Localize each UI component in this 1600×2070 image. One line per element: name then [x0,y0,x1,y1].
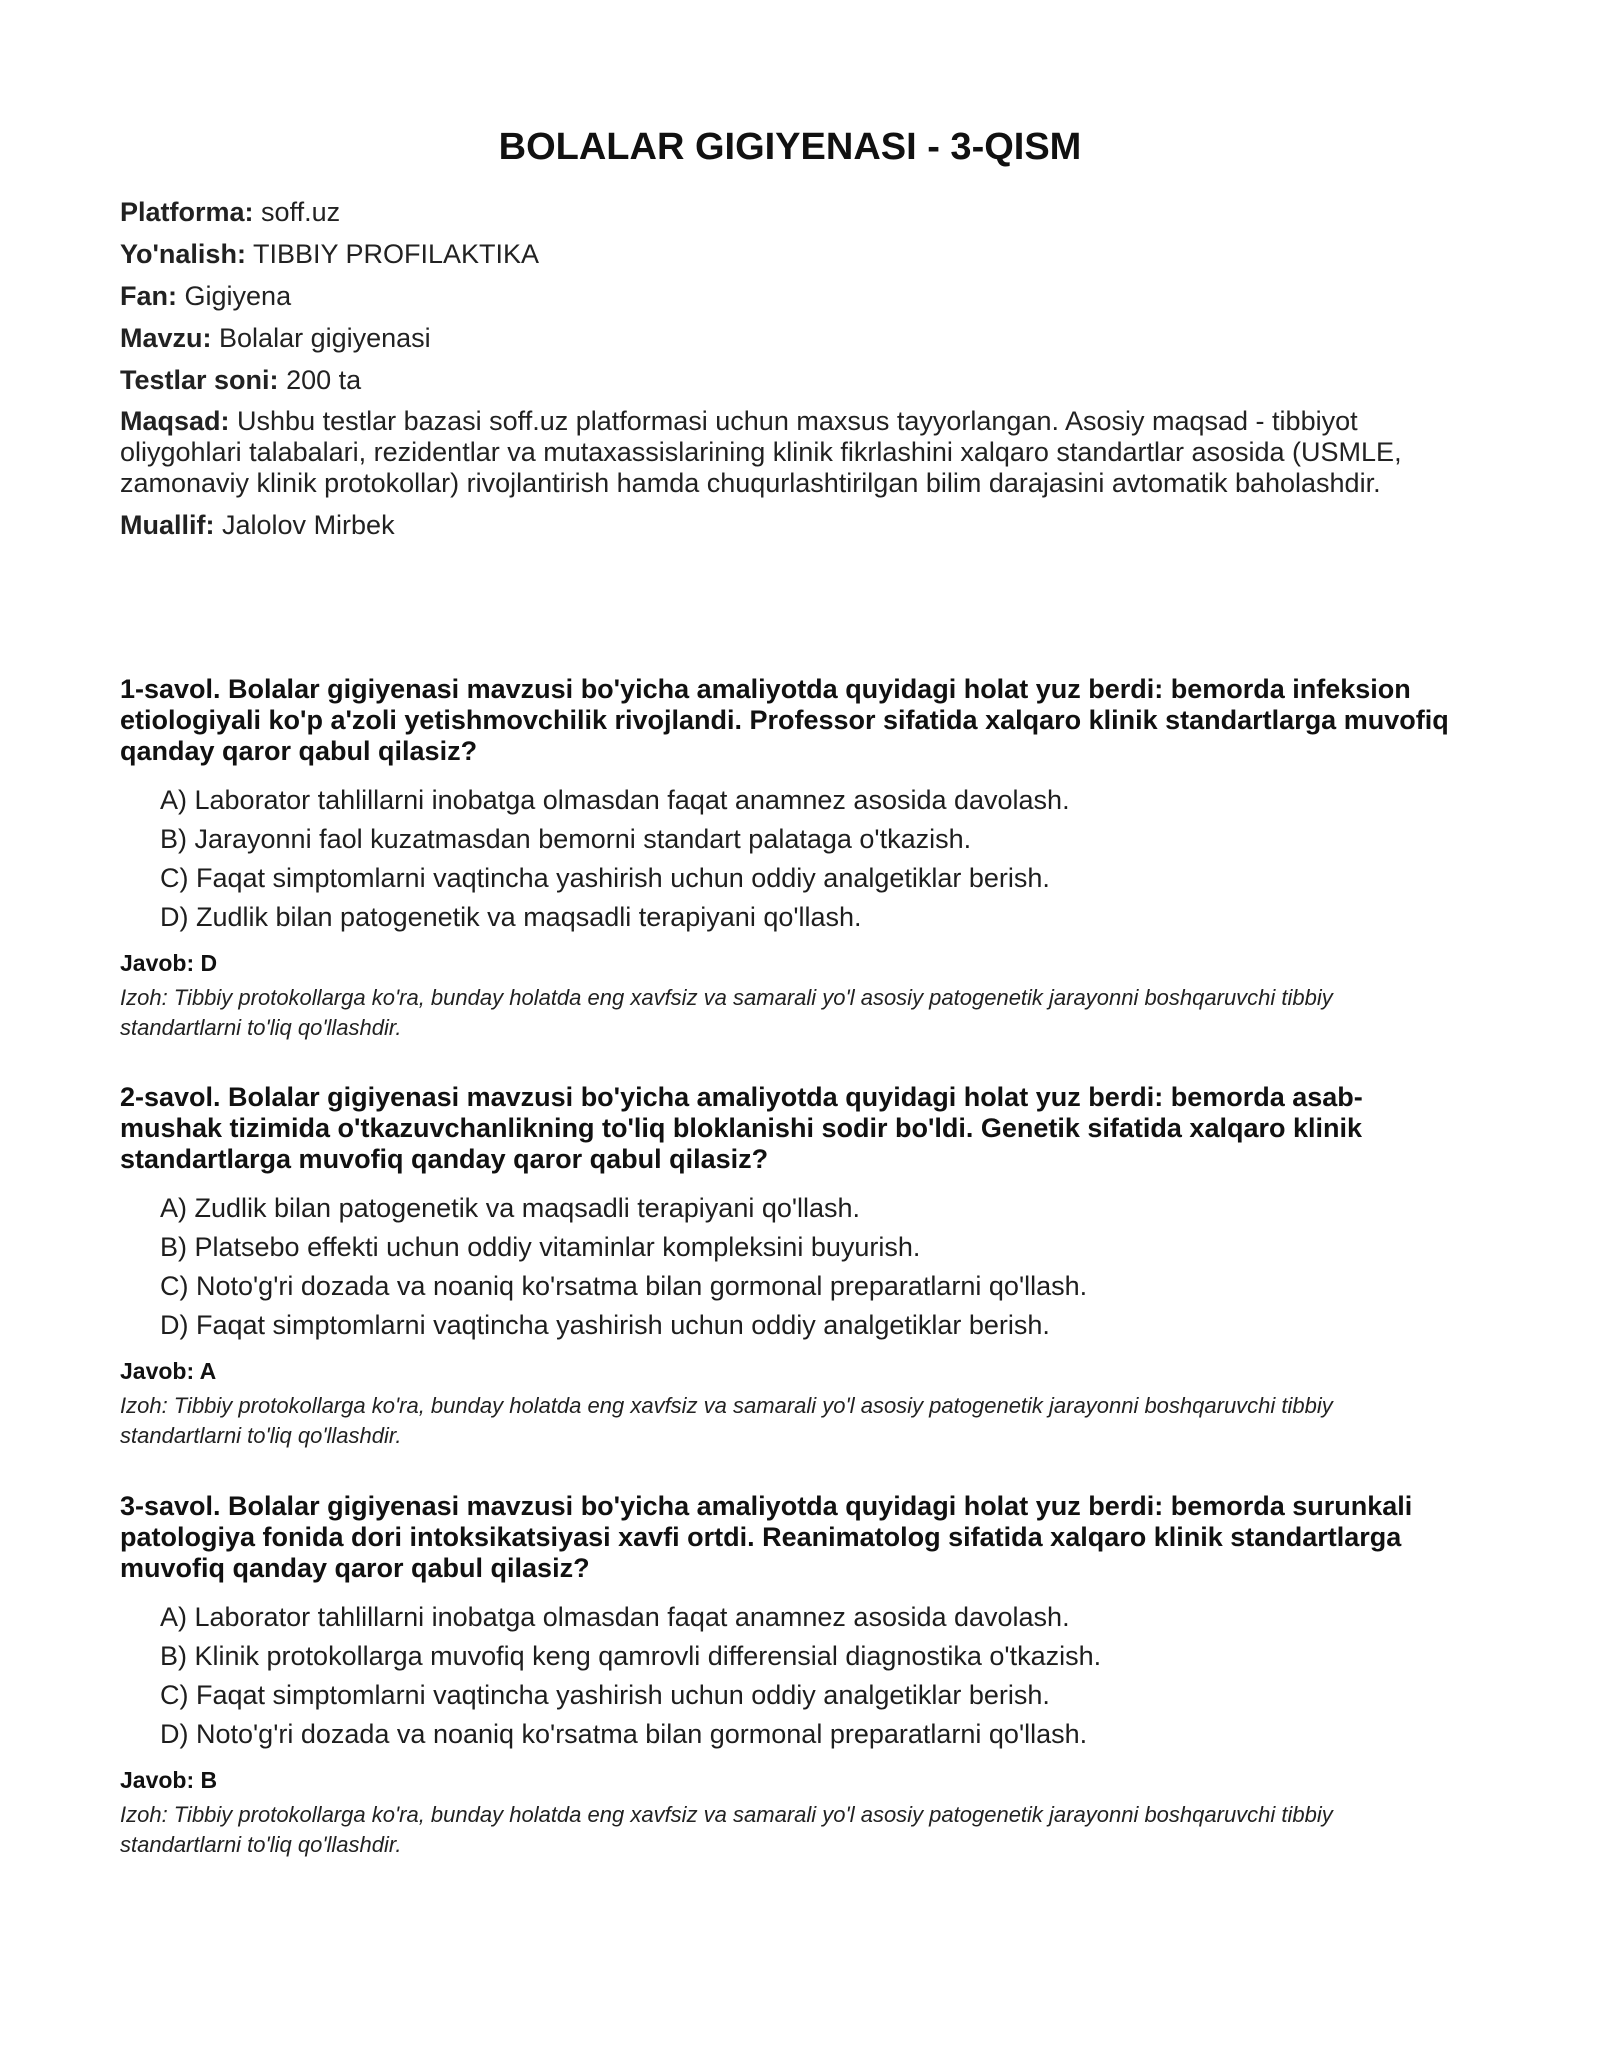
question-text: 2-savol. Bolalar gigiyenasi mavzusi bo'yicha amaliyotda quyidagi holat yuz berdi: bemorda asab-mushak tizimida o'tkazuvchanlikning to'liq bloklanishi sodir bo'ldi. Genetik sifatida xalqaro klinik standartlarga muvofiq qanday qaror qabul qilasiz? [120,1082,1363,1174]
meta-value: 200 ta [286,365,362,395]
document-page [120,0,1450,1857]
meta-value: Jalolov Mirbek [222,510,395,540]
option-a: A) Laborator tahlillarni inobatga olmasdan faqat anamnez asosida davolash. [160,785,1070,815]
meta-test-count [120,364,1450,396]
question-text: 3-savol. Bolalar gigiyenasi mavzusi bo'yicha amaliyotda quyidagi holat yuz berdi: bemorda surunkali patologiya fonida dori intoksikatsiyasi xavfi ortdi. Reanimatolog sifatida xalqaro klinik standartlarga muvofiq qanday qaror qabul qilasiz? [120,1491,1413,1583]
explanation-note: Izoh: Tibbiy protokollarga ko'ra, bunday holatda eng xavfsiz va samarali yo'l asosiy patogenetik jarayonni boshqaruvchi tibbiy standartlarni to'liq qo'llashdir. [120,1393,1333,1448]
answer-key: Javob: B [120,1767,218,1793]
meta-label: Platforma: [120,197,254,227]
meta-label: Muallif: [120,510,215,540]
meta-label: Mavzu: [120,323,212,353]
meta-author [120,509,1450,541]
meta-subject [120,280,1450,312]
document-title: BOLALAR GIGIYENASI - 3-QISM [498,126,1082,168]
option-b: B) Platsebo effekti uchun oddiy vitaminlar kompleksini buyurish. [160,1232,921,1262]
meta-label: Maqsad: [120,406,230,436]
option-d: D) Faqat simptomlarni vaqtincha yashirish uchun oddiy analgetiklar berish. [160,1310,1050,1340]
document-metadata [120,196,1450,541]
meta-label: Yo'nalish: [120,239,246,269]
question-2 [120,1082,1450,1451]
meta-topic [120,322,1450,354]
option-d: D) Zudlik bilan patogenetik va maqsadli terapiyani qo'llash. [160,902,862,932]
question-text: 1-savol. Bolalar gigiyenasi mavzusi bo'yicha amaliyotda quyidagi holat yuz berdi: bemorda infeksion etiologiyali ko'p a'zoli yetishmovchilik rivojlandi. Professor sifatida xalqaro klinik standartlarga muvofiq qanday qaror qabul qilasiz? [120,674,1449,766]
answer-options [160,1189,1450,1345]
meta-value: soff.uz [261,197,341,227]
meta-value: Ushbu testlar bazasi soff.uz platformasi uchun maxsus tayyorlangan. Asosiy maqsad - tibbiyot oliygohlari talabalari, rezidentlar va mutaxassislarining klinik fikrlashini xalqaro standartlar asosida (USMLE, zamonaviy klinik protokollar) rivojlantirish hamda chuqurlashtirilgan bilim darajasini avtomatik baholashdir. [120,406,1402,498]
explanation-note: Izoh: Tibbiy protokollarga ko'ra, bunday holatda eng xavfsiz va samarali yo'l asosiy patogenetik jarayonni boshqaruvchi tibbiy standartlarni to'liq qo'llashdir. [120,985,1333,1040]
meta-platform [120,196,1450,228]
answer-options [160,1598,1450,1754]
meta-value: Bolalar gigiyenasi [219,323,431,353]
option-b: B) Jarayonni faol kuzatmasdan bemorni standart palataga o'tkazish. [160,824,972,854]
option-a: A) Zudlik bilan patogenetik va maqsadli terapiyani qo'llash. [160,1193,861,1223]
meta-label: Testlar soni: [120,365,279,395]
meta-purpose [120,406,1450,499]
option-b: B) Klinik protokollarga muvofiq keng qamrovli differensial diagnostika o'tkazish. [160,1641,1102,1671]
meta-direction [120,238,1450,270]
meta-value: TIBBIY PROFILAKTIKA [252,239,540,269]
option-c: C) Faqat simptomlarni vaqtincha yashirish uchun oddiy analgetiklar berish. [160,1680,1050,1710]
option-c: C) Faqat simptomlarni vaqtincha yashirish uchun oddiy analgetiklar berish. [160,863,1050,893]
answer-options [160,781,1450,937]
meta-value: Gigiyena [184,281,292,311]
question-1 [120,674,1450,1043]
option-d: D) Noto'g'ri dozada va noaniq ko'rsatma bilan gormonal preparatlarni qo'llash. [160,1719,1088,1749]
meta-label: Fan: [120,281,177,311]
answer-key: Javob: A [120,1358,217,1384]
explanation-note: Izoh: Tibbiy protokollarga ko'ra, bunday holatda eng xavfsiz va samarali yo'l asosiy patogenetik jarayonni boshqaruvchi tibbiy standartlarni to'liq qo'llashdir. [120,1802,1333,1857]
option-c: C) Noto'g'ri dozada va noaniq ko'rsatma bilan gormonal preparatlarni qo'llash. [160,1271,1088,1301]
option-a: A) Laborator tahlillarni inobatga olmasdan faqat anamnez asosida davolash. [160,1602,1070,1632]
question-3 [120,1491,1450,1860]
answer-key: Javob: D [120,950,218,976]
